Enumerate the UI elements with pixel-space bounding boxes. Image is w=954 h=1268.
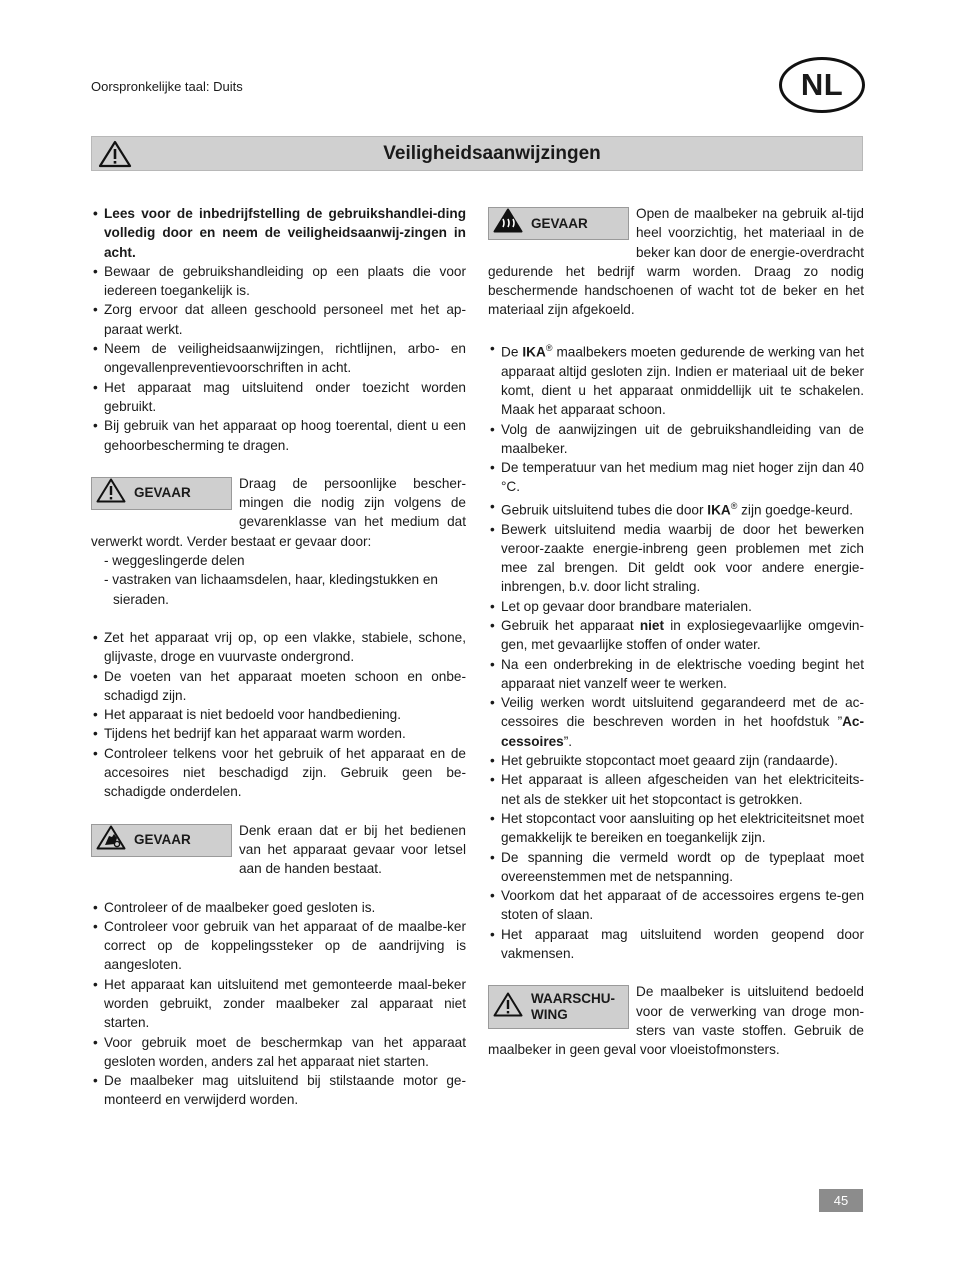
list-item: • Gebruik het apparaat niet in explosiegevaarlijke omgevin-gen, met gevaarlijke stoffen of onder water. [488,616,864,655]
safety-list-1 [91,204,466,455]
right-column [488,204,864,1060]
page-number: 45 [819,1189,863,1212]
list-item: • Voorkom dat het apparaat of de accessoires ergens te-gen stoten of slaan. [488,886,864,925]
list-item: • Bewaar de gebruikshandleiding op een plaats die voor iedereen toegankelijk is. [91,262,466,301]
hazard-item: - vastraken van lichaamsdelen, haar, kledingstukken en sieraden. [104,572,438,607]
danger-label-box [91,477,232,510]
list-item: • Het apparaat is niet bedoeld voor handbediening. [91,705,466,724]
danger-text: Denk eraan dat er bij het bedienen van het apparaat gevaar voor letsel aan de handen bestaat. [239,822,466,877]
hot-surface-icon [493,208,523,238]
list-item: • Het stopcontact voor aansluiting op het elektriciteitsnet moet gemakkelijk te bereiken en toegankelijk zijn. [488,809,864,848]
list-item: • Het apparaat mag uitsluitend onder toezicht worden gebruikt. [91,378,466,417]
brand-name: IKA [707,502,731,518]
danger-text: Open de maalbeker na gebruik al-tijd heel voorzichtig, het materiaal in de beker kan door de energie-overdracht gedurende het bedrijf warm worden. Draag zo nodig beschermende handschoenen of wacht tot de beker en het materiaal zijn afgekoeld. [488,206,864,318]
list-item: • Het apparaat mag uitsluitend worden geopend door vakmensen. [488,925,864,964]
list-item: • Bij gebruik van het apparaat op hoog toerental, dient u een gehoorbescherming te dragen. [91,416,466,455]
danger-text: Draag de persoonlijke bescher-mingen die nodig zijn volgens de gevarenklasse van het medium dat verwerkt wordt. Verder bestaat er gevaar door: [91,475,466,549]
list-item: • Gebruik uitsluitend tubes die door IKA® zijn goedge-keurd. [488,497,864,520]
danger-label: GEVAAR [134,485,191,501]
danger-block-hands [91,821,466,879]
list-item: • De IKA® maalbekers moeten gedurende de werking van het apparaat altijd gesloten zijn. Indien er materiaal uit de beker komt, dient u het apparaat onmiddellijk uit te schakelen. Maak het apparaat schoon. [488,339,864,420]
left-column [91,204,466,1110]
list-item: • Controleer of de maalbeker goed gesloten is. [91,898,466,917]
warning-label: WAARSCHU-WING [531,991,615,1023]
safety-list-3 [91,898,466,1110]
list-item: • Het apparaat kan uitsluitend met gemonteerde maal-beker worden gebruikt, zonder maalbeker zal apparaat niet starten. [91,975,466,1033]
danger-label: GEVAAR [134,832,191,848]
list-item: • De temperatuur van het medium mag niet hoger zijn dan 40 °C. [488,458,864,497]
list-item: • Controleer telkens voor het gebruik of het apparaat en de accesoires niet beschadigd zijn. Gebruik geen be-schadigde onderdelen. [91,744,466,802]
list-item: • Volg de aanwijzingen uit de gebruikshandleiding van de maalbeker. [488,420,864,459]
safety-list-2 [91,628,466,802]
hazard-item: - weggeslingerde delen [104,553,245,569]
list-item: • Controleer voor gebruik van het apparaat of de maalbe-ker correct op de koppelingssteker op de aandrijving is aangesloten. [91,917,466,975]
warning-triangle-icon [493,992,523,1022]
safety-list-4 [488,339,864,964]
warning-text: De maalbeker is uitsluitend bedoeld voor de verwerking van droge mon-sters van vaste stoffen. Gebruik de maalbeker in geen geval voor vloeistofmonsters. [488,984,864,1058]
list-item: • Voor gebruik moet de beschermkap van het apparaat gesloten worden, anders zal het apparaat niet starten. [91,1033,466,1072]
danger-label-box [91,824,232,857]
page-title: Veiligheidsaanwijzingen [383,143,601,164]
list-item: • Veilig werken wordt uitsluitend gegarandeerd met de ac-cessoires die beschreven worden in het hoofdstuk ”Ac-cessoires”. [488,693,864,751]
warning-block-liquids [488,982,864,1059]
list-item: • Tijdens het bedrijf kan het apparaat warm worden. [91,724,466,743]
danger-block-heat [488,204,864,320]
list-item: • Lees voor de inbedrijfstelling de gebruikshandlei-ding volledig door en neem de veiligheidsaanwij-zingen in acht. [91,204,466,262]
language-badge: NL [779,57,865,113]
list-item: • De voeten van het apparaat moeten schoon en onbe-schadigd zijn. [91,667,466,706]
list-item: • De maalbeker mag uitsluitend bij stilstaande motor ge-monteerd en verwijderd worden. [91,1071,466,1110]
hand-injury-icon [96,825,126,855]
list-item: • Let op gevaar door brandbare materialen. [488,597,864,616]
list-item: • Na een onderbreking in de elektrische voeding begint het apparaat niet vanzelf weer te werken. [488,655,864,694]
origin-language: Oorspronkelijke taal: Duits [91,79,243,94]
danger-label: GEVAAR [531,215,588,231]
brand-name: IKA [522,344,546,360]
danger-label-box [488,207,629,240]
title-bar [91,136,863,171]
list-item: • Zet het apparaat vrij op, op een vlakke, stabiele, schone, glijvaste, droge en vuurvaste ondergrond. [91,628,466,667]
list-item: • Neem de veiligheidsaanwijzingen, richtlijnen, arbo- en ongevallenpreventievoorschriften in acht. [91,339,466,378]
danger-block-ppe [91,474,466,551]
list-item: • Bewerk uitsluitend media waarbij de door het bewerken veroor-zaakte energie-inbreng geen problemen met zich mee zal brengen. Dit geldt ook voor andere energie-inbrengen, b.v. door licht straling. [488,520,864,597]
list-item: • Zorg ervoor dat alleen geschoold personeel met het ap-paraat werkt. [91,300,466,339]
warning-triangle-icon [96,478,126,508]
list-item: • Het gebruikte stopcontact moet geaard zijn (randaarde). [488,751,864,770]
list-item: • De spanning die vermeld wordt op de typeplaat moet overeenstemmen met de netspanning. [488,848,864,887]
list-item: • Het apparaat is alleen afgescheiden van het elektriciteits-net als de stekker uit het stopcontact is getrokken. [488,770,864,809]
warning-label-box [488,985,629,1029]
